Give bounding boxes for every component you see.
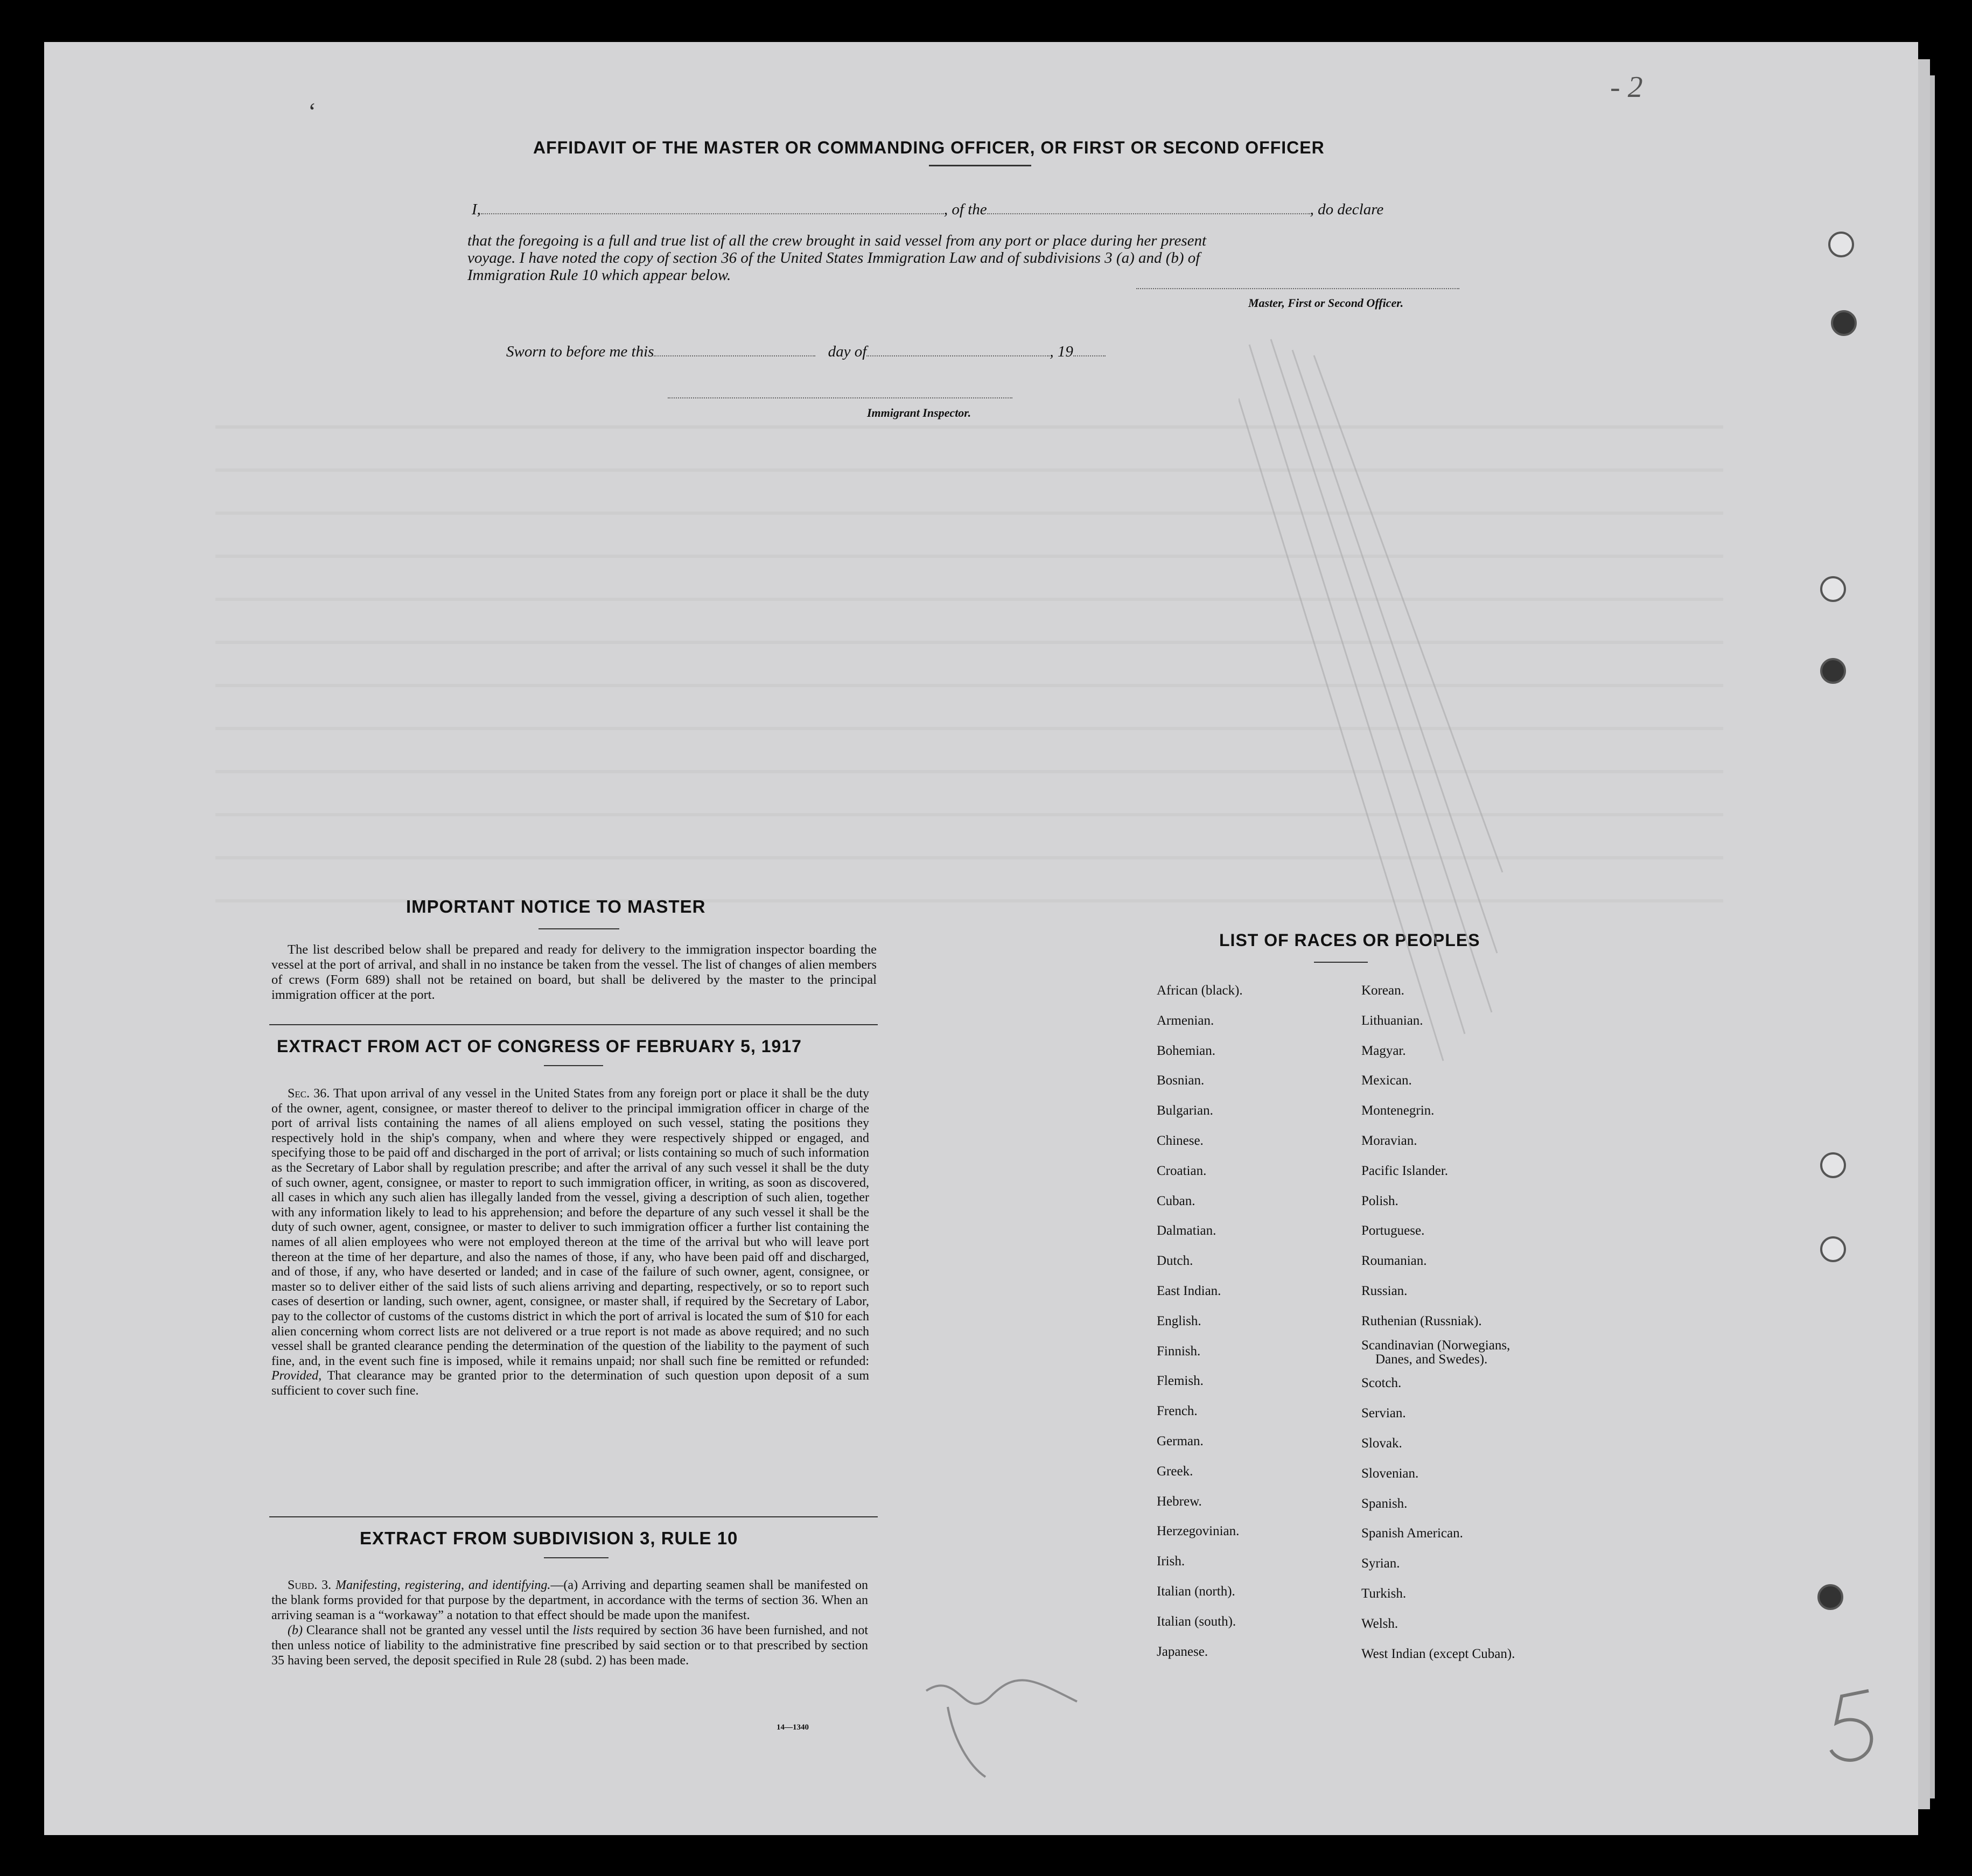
- race-item: Spanish.: [1361, 1496, 1408, 1511]
- master-signature-field[interactable]: [1136, 288, 1459, 289]
- race-item: French.: [1157, 1404, 1198, 1419]
- race-item: Russian.: [1361, 1283, 1408, 1298]
- race-item: Spanish American.: [1361, 1526, 1463, 1541]
- notice-text: The list described below shall be prepared and ready for delivery to the immigration inspector boarding the vessel at the port of arrival, and shall in no instance be taken from the vessel. The list of changes of alien members of crews (Form 689) shall not be retained on board, but shall be delivered by the master to the principal immigration officer at the port.: [271, 942, 877, 1002]
- race-item: Slovak.: [1361, 1436, 1402, 1451]
- race-item: German.: [1157, 1433, 1204, 1448]
- rule-title: EXTRACT FROM SUBDIVISION 3, RULE 10: [360, 1528, 738, 1548]
- title-underline: [929, 165, 1031, 166]
- binder-hole: [1820, 576, 1846, 602]
- race-item: Roumanian.: [1361, 1254, 1427, 1269]
- act-body-end: That clearance may be granted prior to the determination of such question upon deposit of a sum sufficient to cover such fine.: [271, 1369, 869, 1398]
- inspector-caption: Immigrant Inspector.: [867, 406, 971, 419]
- provided-label: Provided,: [271, 1369, 322, 1383]
- master-signature-caption: Master, First or Second Officer.: [1248, 296, 1404, 310]
- race-item: Greek.: [1157, 1464, 1193, 1479]
- vessel-name-field[interactable]: [987, 213, 1310, 214]
- subd-a-text: —(a) Arriving and departing seamen shall be manifested on the blank forms provided for that purpose by the department, in accordance with the terms of section 36. When an arriving seaman is a “workaway” a notation to that effect should be made upon the manifest.: [271, 1578, 868, 1622]
- race-item: African (black).: [1157, 983, 1243, 998]
- i-label: I,: [472, 201, 481, 218]
- act-text: [271, 1087, 869, 1398]
- race-item: Croatian.: [1157, 1163, 1207, 1178]
- race-item: Polish.: [1361, 1193, 1398, 1208]
- of-the-label: , of the: [943, 201, 987, 218]
- race-item: Magyar.: [1361, 1043, 1406, 1058]
- race-item: Pacific Islander.: [1361, 1163, 1449, 1178]
- race-item: Welsh.: [1361, 1616, 1398, 1631]
- sworn-line: [506, 342, 1206, 361]
- race-item: Slovenian.: [1361, 1466, 1419, 1481]
- race-item: Bosnian.: [1157, 1073, 1205, 1088]
- declare-label: , do declare: [1310, 201, 1384, 218]
- race-item: Dalmatian.: [1157, 1223, 1216, 1238]
- handwritten-initials: [915, 1658, 1088, 1782]
- race-item: Chinese.: [1157, 1133, 1204, 1148]
- race-item: Syrian.: [1361, 1556, 1400, 1571]
- race-item: Scandinavian (Norwegians, Danes, and Swedes).: [1361, 1336, 1515, 1369]
- notice-title: IMPORTANT NOTICE TO MASTER: [406, 897, 706, 916]
- race-item: Lithuanian.: [1361, 1013, 1423, 1028]
- race-item: Italian (north).: [1157, 1584, 1235, 1599]
- race-item: Cuban.: [1157, 1193, 1195, 1208]
- race-item: Irish.: [1157, 1554, 1185, 1569]
- race-item: Servian.: [1361, 1406, 1406, 1421]
- ink-mark: ‘: [308, 97, 317, 125]
- race-item: Mexican.: [1361, 1073, 1412, 1088]
- race-item: Finnish.: [1157, 1343, 1201, 1359]
- race-item: East Indian.: [1157, 1283, 1221, 1298]
- rule-text: [271, 1578, 868, 1668]
- notice-underline: [539, 928, 619, 929]
- b-text: Clearance shall not be granted any vessel until the: [306, 1623, 569, 1637]
- affidavit-line-2: that the foregoing is a full and true list of all the crew brought in said vessel from any port or place during her present: [467, 232, 1207, 249]
- act-body: That upon arrival of any vessel in the United States from any foreign port or place it shall be the duty of the owner, agent, consignee, or master thereof to deliver to the principal immigration officer in charge of the port of arrival lists containing the names of all aliens employed on such vessel, stating the positions they respectively hold in the ship's company, when and where they were respectively shipped or engaged, and specifying those to be paid off and discharged in the port of arrival; or lists containing so much of such information as the Secretary of Labor shall by regulation prescribe; and after the arrival of any such vessel it shall be the duty of such owner, agent, consignee, or master to report to such immigration officer, in writing, as soon as discovered, all cases in which any such alien has illegally landed from the vessel, giving a description of such alien, together with any information likely to lead to his apprehension; and before the departure of any such vessel it shall be the duty of such owner, agent, consignee, or master to deliver to such immigration officer a further list containing the names of all alien employees who were not employed thereon at the time of the arrival but who will leave port thereon at the time of her departure, and also the names of those, if any, who have been paid off and discharged, and of those, if any, who have deserted or landed; and in case of the failure of such owner, agent, consignee, or master so to deliver either of the said lists of such aliens arriving and departing, respectively, or so to report such cases of desertion or landing, such owner, agent, consignee, or master shall, if required by the Secretary of Labor, pay to the collector of customs of the customs district in which the port of arrival is located the sum of $10 for each alien concerning whom correct lists are not delivered or a true report is not made as above required; and no such vessel shall be granted clearance pending the determination of the question of the liability to the payment of such fine, and, in the event such fine is imposed, while it remains unpaid; nor shall such fine be remitted or refunded:: [271, 1087, 869, 1368]
- b-italic: lists: [572, 1623, 594, 1637]
- day-of-label: day of: [828, 343, 867, 360]
- inspector-signature-field[interactable]: [668, 397, 1012, 398]
- sworn-label: Sworn to before me this: [506, 343, 654, 360]
- affidavit-line-4: Immigration Rule 10 which appear below.: [467, 267, 731, 284]
- race-item: Montenegrin.: [1361, 1103, 1435, 1118]
- race-item-continuation: Danes, and Swedes).: [1375, 1352, 1488, 1367]
- race-item: Italian (south).: [1157, 1614, 1236, 1629]
- subd-italic: Manifesting, registering, and identifying.: [335, 1578, 551, 1592]
- affidavit-line-3: voyage. I have noted the copy of section 36 of the United States Immigration Law and of subdivisions 3 (a) and (b) of: [467, 249, 1200, 267]
- pencil-scribble: [1239, 334, 1508, 1088]
- act-underline: [544, 1065, 603, 1066]
- rule-underline: [544, 1557, 609, 1558]
- sec-label: Sec. 36.: [288, 1087, 330, 1101]
- binder-hole: [1817, 1584, 1843, 1610]
- race-item: Armenian.: [1157, 1013, 1214, 1028]
- subd-label: Subd. 3.: [288, 1578, 332, 1592]
- notice-divider: [269, 1024, 878, 1025]
- form-number: 14—1340: [777, 1723, 809, 1732]
- binder-hole: [1831, 310, 1857, 336]
- race-item: Ruthenian (Russniak).: [1361, 1313, 1482, 1328]
- race-item: Bulgarian.: [1157, 1103, 1213, 1118]
- race-item: English.: [1157, 1313, 1201, 1328]
- day-field[interactable]: [654, 355, 815, 356]
- b-text-2: required by section 36 have been furnished, and not then unless notice of liability to the administrative fine prescribed by said section or to that prescribed by section 35 having been served, the deposit specified in Rule 28 (subd. 2) has been made.: [271, 1623, 869, 1668]
- race-item: West Indian (except Cuban).: [1361, 1646, 1515, 1661]
- races-left-column: [1157, 976, 1243, 1667]
- race-item: Flemish.: [1157, 1374, 1204, 1389]
- binder-hole: [1820, 658, 1846, 684]
- race-item: Turkish.: [1361, 1586, 1407, 1601]
- binder-hole: [1820, 1152, 1846, 1178]
- affidavit-line-1: [467, 200, 1480, 219]
- page-number-handwriting: - 2: [1610, 71, 1643, 104]
- month-field[interactable]: [866, 355, 1050, 356]
- act-divider: [269, 1516, 878, 1517]
- binder-hole: [1820, 1236, 1846, 1262]
- year-label: , 19: [1050, 343, 1073, 360]
- bleed-through-rows: [215, 425, 1750, 1125]
- b-label: (b): [288, 1623, 303, 1637]
- race-item: Dutch.: [1157, 1254, 1193, 1269]
- race-item: Scotch.: [1361, 1376, 1402, 1391]
- race-item: Japanese.: [1157, 1644, 1208, 1659]
- act-title: EXTRACT FROM ACT OF CONGRESS OF FEBRUARY 5, 1917: [277, 1037, 802, 1056]
- affidavit-title: AFFIDAVIT OF THE MASTER OR COMMANDING OFFICER, OR FIRST OR SECOND OFFICER: [533, 138, 1325, 157]
- race-item: Korean.: [1361, 983, 1404, 998]
- race-item: Portuguese.: [1361, 1223, 1425, 1238]
- binder-hole: [1828, 232, 1854, 257]
- races-title: LIST OF RACES OR PEOPLES: [1219, 930, 1480, 950]
- handwritten-numeral: [1820, 1680, 1885, 1772]
- officer-name-field[interactable]: [481, 213, 944, 214]
- race-item: Moravian.: [1361, 1133, 1417, 1148]
- race-item: Bohemian.: [1157, 1043, 1216, 1058]
- year-field[interactable]: [1073, 355, 1106, 356]
- race-item: Hebrew.: [1157, 1494, 1202, 1509]
- race-item: Herzegovinian.: [1157, 1524, 1240, 1539]
- bleed-through-text: [215, 425, 1750, 1125]
